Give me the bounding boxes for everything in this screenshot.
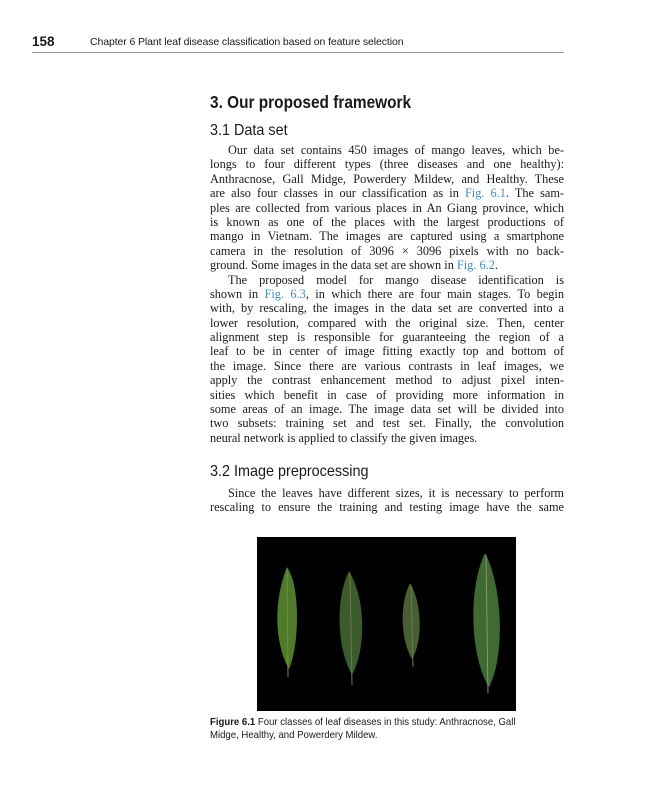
text-line: apply the contrast enhancement method to adjust pixel inten- [210, 373, 564, 388]
text-line [210, 287, 564, 301]
leaf-photo [257, 537, 516, 711]
text-line: Our data set contains 450 images of mango leaves, which be- [228, 143, 564, 157]
text-segment: . The sam- [505, 186, 564, 201]
preprocessing-paragraph [210, 486, 564, 515]
running-head [32, 34, 564, 53]
subsection-heading-image-preprocessing: 3.2 Image preprocessing [210, 463, 369, 480]
subsection-heading-data-set: 3.1 Data set [210, 122, 288, 139]
text-line: sities which benefit in case of providing more information in [210, 387, 564, 402]
figure-reference-link[interactable]: Fig. 6.1 [464, 186, 506, 201]
figure-reference-link[interactable]: Fig. 6.2 [456, 258, 495, 273]
figure-caption [210, 716, 545, 742]
text-segment: . [494, 258, 498, 273]
section-heading: 3. Our proposed framework [210, 92, 412, 112]
text-line: rescaling to ensure the training and testing image have the same [210, 500, 564, 515]
text-line: leaf to be in center of image fitting exactly top and bottom of [210, 344, 564, 359]
data-set-paragraphs [210, 143, 564, 445]
text-line: with, by rescaling, the images in the data set are converted into a [210, 301, 564, 316]
figure-caption-text: Four classes of leaf diseases in this study: Anthracnose, Gall Midge, Healthy, and Powerdery Mildew. [210, 717, 516, 741]
text-line: ples are collected from various places in An Giang province, which [210, 200, 564, 215]
text-line: mango in Vietnam. The images are captured using a smartphone [210, 229, 564, 244]
text-line: lower resolution, compared with the original size. Then, center [210, 315, 564, 330]
text-line: Anthracnose, Gall Midge, Powerdery Mildew, and Healthy. These [210, 171, 564, 186]
text-segment: , in which there are four main stages. To begin [305, 286, 564, 301]
text-segment: ground. Some images in the data set are shown in [210, 258, 457, 273]
text-line [210, 186, 564, 200]
text-line: The proposed model for mango disease identification is [228, 272, 564, 287]
text-line: the image. Since there are various contrasts in leaf images, we [210, 358, 564, 373]
text-line: Since the leaves have different sizes, it is necessary to perform [228, 486, 564, 500]
text-line: some areas of an image. The image data set will be divided into [210, 402, 564, 417]
figure-label: Figure 6.1 [210, 717, 256, 728]
figure-reference-link[interactable]: Fig. 6.3 [264, 286, 306, 301]
text-line: neural network is applied to classify the given images. [210, 430, 478, 445]
text-line [210, 258, 564, 272]
figure-leaf-photo [257, 537, 516, 711]
text-line: is known as one of the places with the largest productions of [210, 214, 564, 229]
text-segment: are also four classes in our classification as in [210, 186, 465, 201]
text-segment: shown in [210, 286, 265, 301]
text-line: two subsets: training set and test set. Finally, the convolution [210, 416, 564, 431]
chapter-title: Chapter 6 Plant leaf disease classification based on feature selection [90, 36, 404, 48]
text-line: alignment step is responsible for guaranteeing the region of a [210, 330, 564, 345]
text-line: longs to four different types (three diseases and one healthy): [210, 157, 564, 172]
text-line: camera in the resolution of 3096 × 3096 pixels with no back- [210, 243, 564, 258]
page-number: 158 [32, 34, 55, 49]
